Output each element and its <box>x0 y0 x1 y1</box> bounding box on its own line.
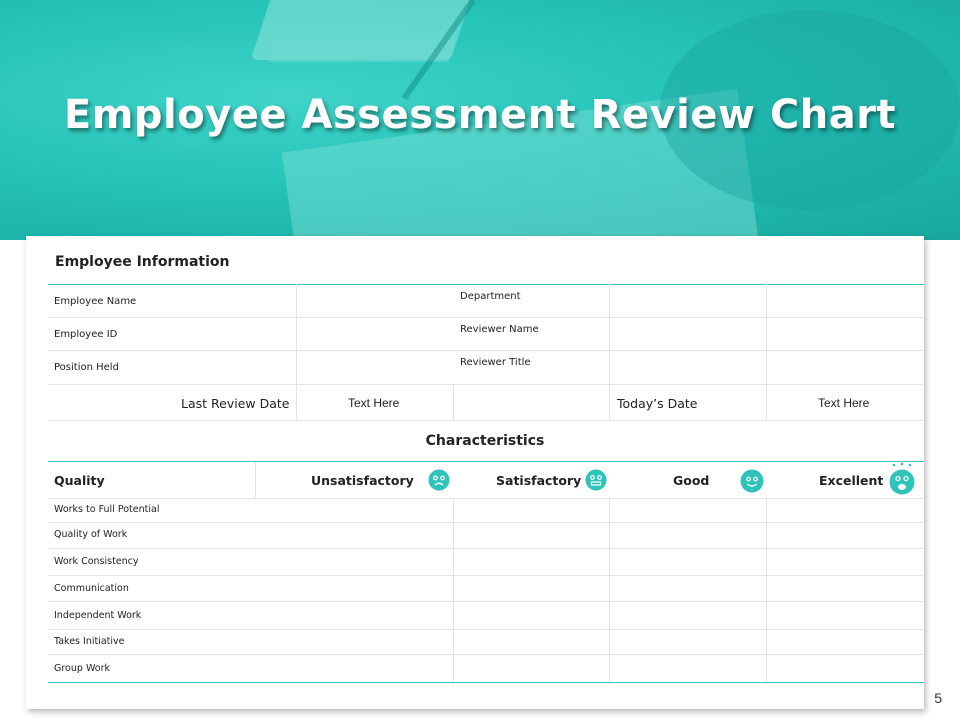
reviewer-title-label: Reviewer Title <box>460 357 531 368</box>
row-label-work-consistency: Work Consistency <box>54 556 139 567</box>
employee-id-label: Employee ID <box>54 329 118 340</box>
reviewer-name-field[interactable] <box>610 318 922 350</box>
col-divider <box>766 498 767 682</box>
todays-date-label: Today’s Date <box>617 396 698 411</box>
column-header-excellent: Excellent <box>819 473 884 488</box>
header-row-bottom <box>48 498 924 499</box>
employee-id-field[interactable] <box>297 318 453 350</box>
row-label-communication: Communication <box>54 583 129 594</box>
employee-information-heading: Employee Information <box>55 254 230 270</box>
row-label-takes-initiative: Takes Initiative <box>54 636 125 647</box>
characteristics-heading: Characteristics <box>425 433 545 449</box>
position-held-field[interactable] <box>297 351 453 383</box>
characteristics-top-line <box>48 461 924 462</box>
department-label: Department <box>460 291 521 302</box>
last-review-date-label: Last Review Date <box>181 396 290 411</box>
assessment-form <box>26 236 924 709</box>
row-divider <box>48 601 924 602</box>
row-divider <box>48 654 924 655</box>
row-divider <box>48 575 924 576</box>
row-divider <box>48 629 924 630</box>
sad-face-icon <box>428 469 450 491</box>
reviewer-title-field[interactable] <box>610 351 922 383</box>
row-divider <box>48 548 924 549</box>
col-divider <box>255 462 256 498</box>
position-held-label: Position Held <box>54 362 119 373</box>
page-number: 5 <box>934 690 942 706</box>
neutral-face-icon <box>585 469 607 491</box>
row-label-group-work: Group Work <box>54 663 110 674</box>
todays-date-value[interactable]: Text Here <box>818 396 870 410</box>
row-divider <box>48 522 924 523</box>
row-divider <box>48 384 924 385</box>
column-header-unsatisfactory: Unsatisfactory <box>311 473 414 488</box>
col-divider <box>453 384 454 420</box>
row-label-independent-work: Independent Work <box>54 610 142 621</box>
column-header-satisfactory: Satisfactory <box>496 473 582 488</box>
smile-face-icon <box>740 469 764 493</box>
employee-name-field[interactable] <box>297 285 453 317</box>
employee-name-label: Employee Name <box>54 296 137 307</box>
row-divider <box>48 420 924 421</box>
col-divider <box>453 498 454 682</box>
column-header-quality: Quality <box>54 473 105 488</box>
page-title: Employee Assessment Review Chart <box>63 92 897 138</box>
last-review-date-value[interactable]: Text Here <box>348 396 400 410</box>
reviewer-name-label: Reviewer Name <box>460 324 539 335</box>
col-divider <box>609 498 610 682</box>
row-label-works-to-full-potential: Works to Full Potential <box>54 504 160 515</box>
characteristics-bottom-line <box>48 682 924 683</box>
row-label-quality-of-work: Quality of Work <box>54 529 128 540</box>
column-header-good: Good <box>673 473 710 488</box>
header-banner <box>0 0 960 240</box>
department-field[interactable] <box>610 285 922 317</box>
excited-face-icon <box>888 462 916 496</box>
